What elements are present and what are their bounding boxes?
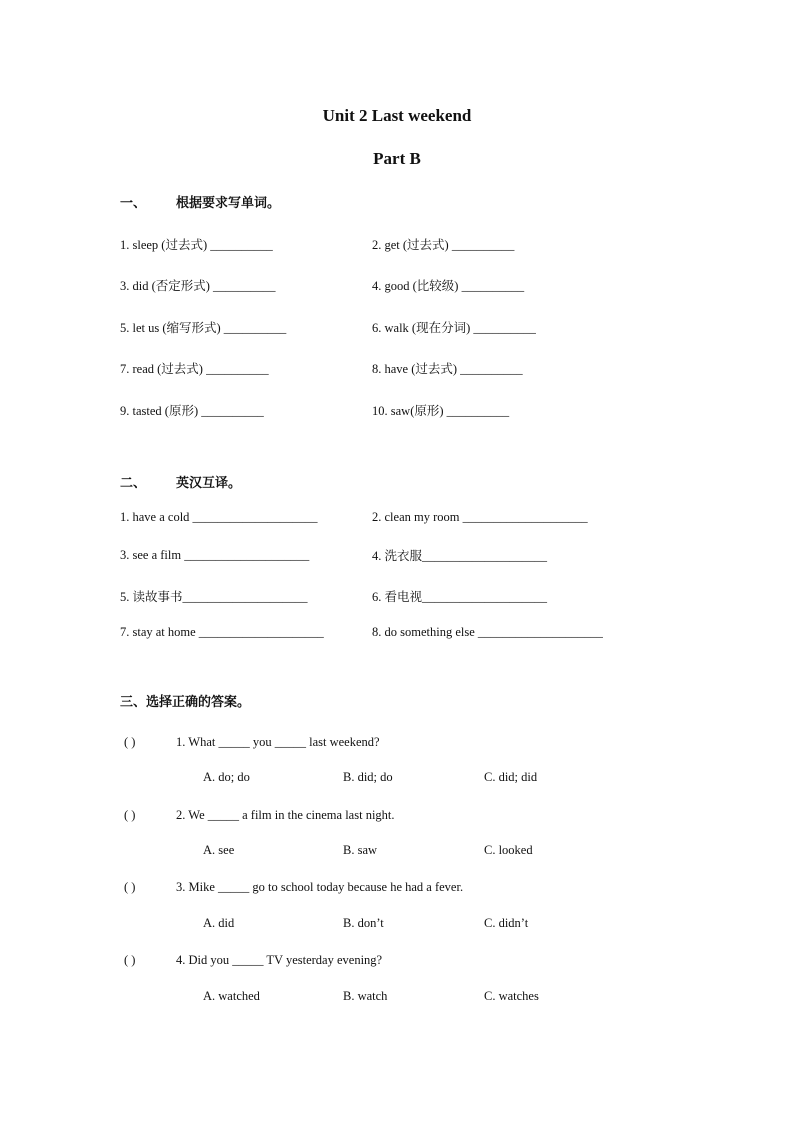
option-b: B. watch <box>343 989 388 1003</box>
section3-heading: 三、选择正确的答案。 <box>120 694 251 709</box>
option-c: C. looked <box>484 843 533 857</box>
section2-item: 4. 洗衣服____________________ <box>372 549 548 563</box>
section1-number: 一、 <box>120 195 147 210</box>
section2-item: 7. stay at home ____________________ <box>120 625 324 639</box>
section1-item: 4. good (比较级) __________ <box>372 279 525 293</box>
answer-blank: ( ) <box>124 880 136 894</box>
page-subtitle: Part B <box>373 149 421 168</box>
section2-item: 5. 读故事书____________________ <box>120 590 308 604</box>
option-c: C. watches <box>484 989 539 1003</box>
option-a: A. watched <box>203 989 260 1003</box>
section1-title: 根据要求写单词。 <box>176 195 281 210</box>
answer-blank: ( ) <box>124 953 136 967</box>
section1-item: 10. saw(原形) __________ <box>372 404 510 418</box>
option-a: A. see <box>203 843 235 857</box>
option-c: C. did; did <box>484 770 538 784</box>
section1-item: 7. read (过去式) __________ <box>120 362 269 376</box>
section1-item: 3. did (否定形式) __________ <box>120 279 276 293</box>
question-text: 4. Did you _____ TV yesterday evening? <box>176 953 383 967</box>
question-text: 2. We _____ a film in the cinema last night. <box>176 808 395 822</box>
section1-item: 5. let us (缩写形式) __________ <box>120 321 287 335</box>
option-b: B. saw <box>343 843 378 857</box>
question-text: 1. What _____ you _____ last weekend? <box>176 735 380 749</box>
section1-item: 8. have (过去式) __________ <box>372 362 523 376</box>
section2-item: 8. do something else ____________________ <box>372 625 603 639</box>
section2-heading <box>120 472 241 491</box>
section1-heading <box>120 192 280 211</box>
answer-blank: ( ) <box>124 735 136 749</box>
option-c: C. didn’t <box>484 916 529 930</box>
question-text: 3. Mike _____ go to school today because he had a fever. <box>176 880 464 894</box>
answer-blank: ( ) <box>124 808 136 822</box>
section2-item: 1. have a cold ____________________ <box>120 510 318 524</box>
section1-item: 9. tasted (原形) __________ <box>120 404 264 418</box>
section2-item: 6. 看电视____________________ <box>372 590 548 604</box>
section2-number: 二、 <box>120 475 147 490</box>
option-a: A. do; do <box>203 770 250 784</box>
option-b: B. did; do <box>343 770 393 784</box>
section1-item: 2. get (过去式) __________ <box>372 238 515 252</box>
section2-item: 2. clean my room ____________________ <box>372 510 588 524</box>
section1-item: 6. walk (现在分词) __________ <box>372 321 536 335</box>
section2-title: 英汉互译。 <box>176 475 242 490</box>
page-title: Unit 2 Last weekend <box>322 106 472 125</box>
section1-item: 1. sleep (过去式) __________ <box>120 238 273 252</box>
option-a: A. did <box>203 916 235 930</box>
section2-item: 3. see a film ____________________ <box>120 548 310 562</box>
option-b: B. don’t <box>343 916 384 930</box>
